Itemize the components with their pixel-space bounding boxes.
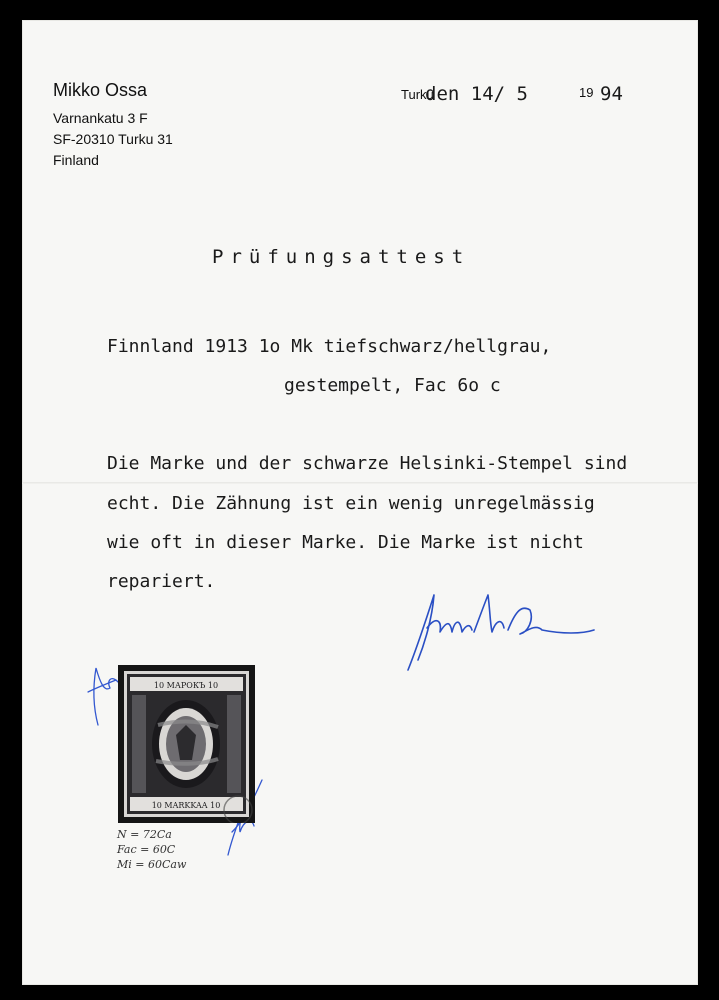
stamp-image (118, 665, 255, 823)
sender-address-city: SF-20310 Turku 31 (53, 131, 173, 147)
date-day-month: den 14/ 5 (425, 83, 528, 105)
certificate-sheet (22, 20, 698, 985)
note-line-1: N = 72Ca (117, 828, 172, 841)
date-year: 94 (600, 83, 623, 105)
note-line-2: Fac = 60C (117, 843, 176, 856)
body-line-4: repariert. (107, 571, 216, 592)
certificate-title: Prüfungsattest (212, 246, 471, 268)
date-place: Turku (401, 87, 434, 102)
expert-signature (408, 595, 594, 670)
handwritten-notes (117, 827, 186, 872)
subject-line-1: Finnland 1913 1o Mk tiefschwarz/hellgrau, (107, 336, 552, 357)
sender-address-street: Varnankatu 3 F (53, 110, 148, 126)
date-century: 19 (579, 85, 594, 100)
stamp-top-label: 10 МАРОКЪ 10 (153, 681, 219, 690)
sender-name: Mikko Ossa (53, 80, 148, 100)
sender-address-country: Finland (53, 152, 99, 168)
subject-line-2: gestempelt, Fac 6o c (284, 375, 501, 396)
note-line-3: Mi = 60Caw (117, 858, 187, 871)
stamp-bottom-label: 10 MARKKAA 10 (151, 801, 221, 810)
body-line-3: wie oft in dieser Marke. Die Marke ist nicht (107, 532, 584, 553)
body-line-2: echt. Die Zähnung ist ein wenig unregelmässig (107, 493, 595, 514)
body-line-1: Die Marke und der schwarze Helsinki-Stempel sind (107, 453, 628, 474)
